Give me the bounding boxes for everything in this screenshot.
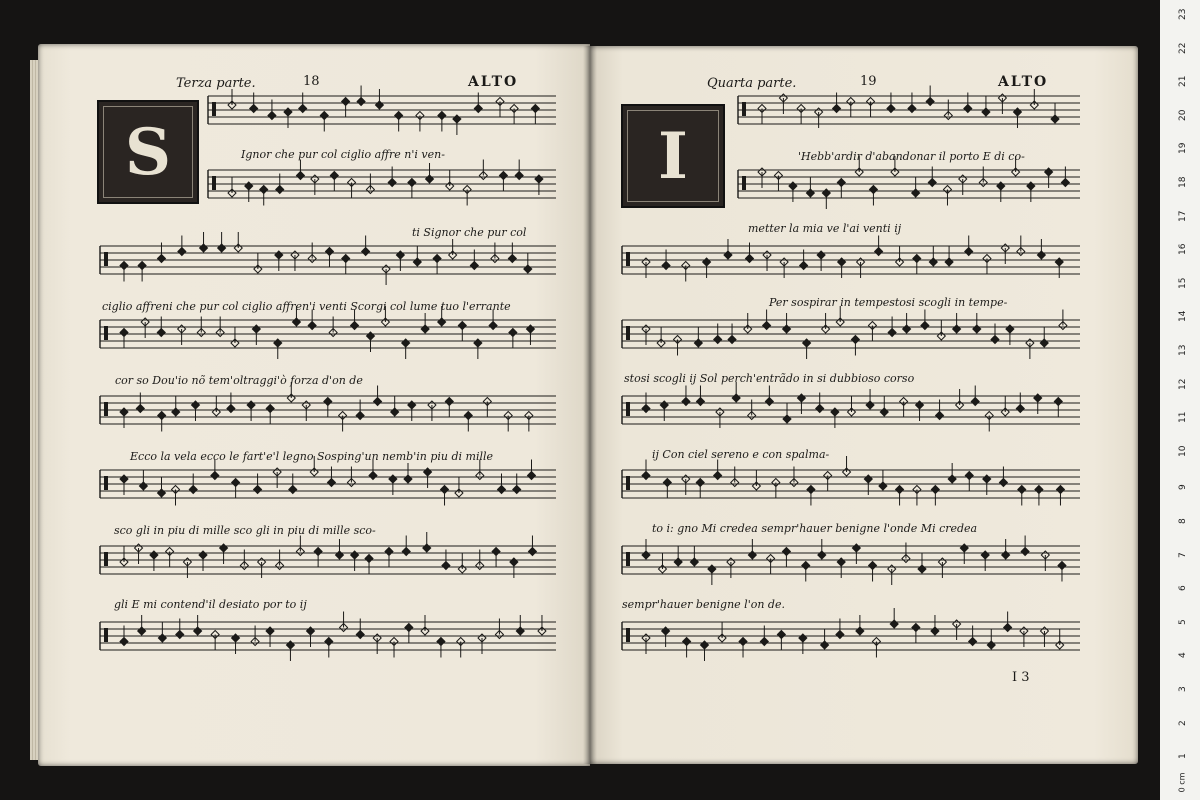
lyric-line: to i: gno Mi credea sempr'hauer benigne l'onde Mi credea (652, 522, 978, 535)
ruler-number: 21 (1178, 75, 1188, 88)
clef-mark (626, 326, 630, 340)
right-voice-label: ALTO (998, 74, 1049, 90)
left-section-title: Terza parte. (176, 76, 256, 91)
ruler-number: 4 (1178, 652, 1188, 659)
ruler-number: 17 (1178, 210, 1188, 222)
ruler-number: 16 (1178, 243, 1188, 256)
clef-mark (104, 402, 108, 416)
right-page-number: 19 (860, 74, 877, 89)
ruler-number: 9 (1178, 484, 1188, 491)
ruler-number: 13 (1178, 344, 1188, 356)
ruler-number: 22 (1178, 42, 1188, 54)
clef-mark (212, 102, 216, 116)
right-section-title: Quarta parte. (707, 76, 797, 91)
ruler-number: 2 (1178, 719, 1188, 726)
clef-mark (104, 252, 108, 266)
lyric-line: Per sospirar in tempestosi scogli in tempe- (769, 296, 1008, 309)
lyric-line: stosi scogli ij Sol perch'entrãdo in si dubbioso corso (624, 372, 915, 385)
clef-mark (742, 102, 746, 116)
clef-mark (626, 252, 630, 266)
initial-letter: S (124, 114, 172, 190)
ruler-number: 11 (1178, 411, 1188, 424)
lyric-line: 'Hebb'ardir d'abandonar il porto E di co- (798, 150, 1025, 163)
clef-mark (104, 628, 108, 642)
ruler-number: 10 (1178, 445, 1188, 457)
ruler-number: 14 (1178, 310, 1188, 323)
ruler-number: 1 (1178, 753, 1188, 760)
ruler-number: 12 (1178, 378, 1188, 390)
lyric-line: ciglio affreni che pur col ciglio affren'i venti Scorgi col lume tuo l'errante (102, 300, 511, 313)
clef-mark (104, 326, 108, 340)
signature-mark: I 3 (1012, 670, 1030, 685)
lyric-line: Ecco la vela ecco le fart'e'l legno Sosping'un nemb'in piu di mille (130, 450, 494, 463)
lyric-line: metter la mia ve l'ai venti ij (748, 222, 902, 235)
ruler-number: 3 (1178, 686, 1188, 692)
ruler-unit-label: 0 cm (1177, 772, 1187, 793)
lyric-line: ij Con ciel sereno e con spalma- (652, 448, 830, 461)
lyric-line: gli E mi contend'il desiato por to ij (114, 598, 307, 611)
ruler-number: 18 (1178, 176, 1188, 188)
clef-mark (104, 476, 108, 490)
ruler-number: 19 (1178, 142, 1188, 155)
left-voice-label: ALTO (468, 74, 519, 90)
ruler-number: 6 (1178, 585, 1188, 592)
clef-mark (626, 402, 630, 416)
clef-mark (626, 476, 630, 490)
ruler-number: 8 (1178, 518, 1188, 524)
lyric-line: ti Signor che pur col (412, 226, 527, 239)
clef-mark (212, 176, 216, 190)
initial-letter: I (658, 118, 688, 194)
clef-mark (742, 176, 746, 190)
left-page-number: 18 (303, 74, 320, 89)
clef-mark (626, 628, 630, 642)
lyric-line: sco gli in piu di mille sco gli in piu di mille sco- (114, 524, 376, 537)
clef-mark (104, 552, 108, 566)
lyric-line: cor so Dou'io nõ tem'oltraggi'ò forza d'on de (115, 374, 363, 387)
ruler-number: 5 (1178, 619, 1188, 625)
ruler-number: 20 (1178, 109, 1188, 121)
lyric-line: sempr'hauer benigne l'on de. (622, 598, 785, 611)
clef-mark (626, 552, 630, 566)
ruler-number: 23 (1178, 8, 1188, 20)
ruler-number: 7 (1178, 551, 1188, 558)
ruler-number: 15 (1178, 277, 1188, 289)
lyric-line: Ignor che pur col ciglio affre n'i ven- (241, 148, 445, 161)
